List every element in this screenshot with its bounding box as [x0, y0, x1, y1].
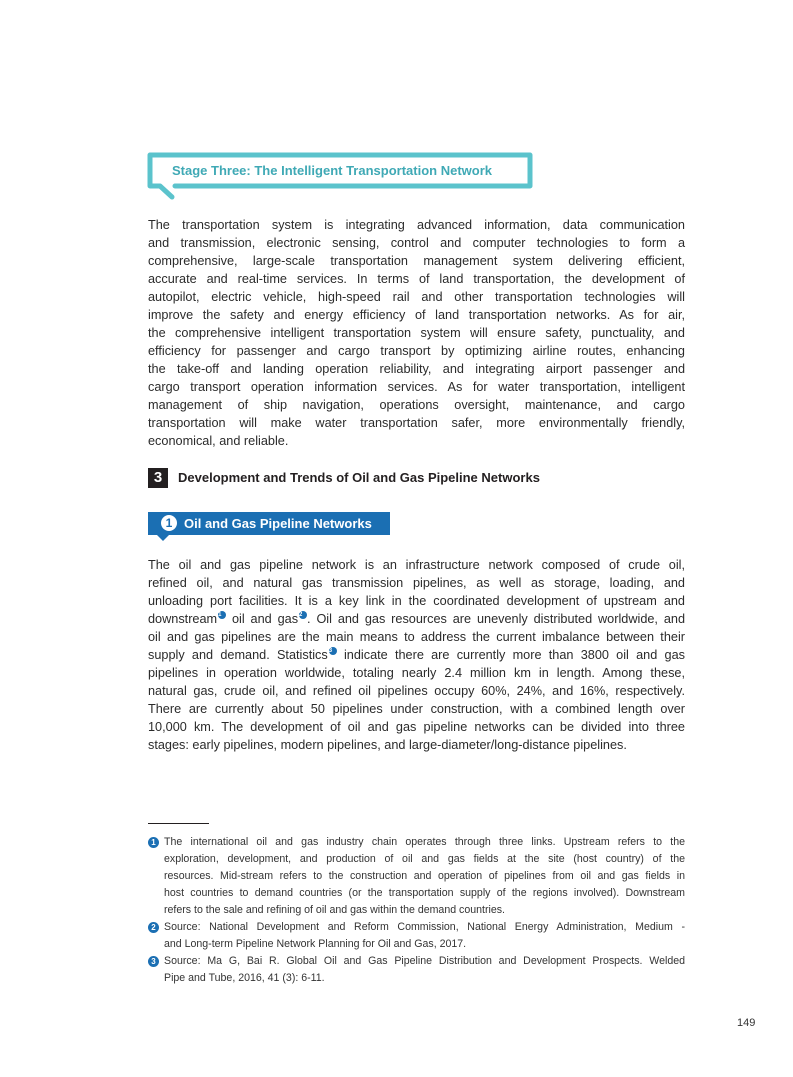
text-line: efficiency for passenger and cargo transport by optimizing airline routes, enhancing	[148, 344, 685, 358]
page-number: 149	[737, 1017, 756, 1029]
footnote-line: resources. Mid-stream refers to the construction and operation of pipelines from oil and gas fields in	[164, 870, 685, 882]
footnote-line: Pipe and Tube, 2016, 41 (3): 6-11.	[164, 972, 325, 984]
text-line: and transmission, electronic sensing, control and computer technologies to form a	[148, 236, 685, 250]
section-title: Development and Trends of Oil and Gas Pipeline Networks	[178, 470, 540, 485]
text-segment: supply and demand. Statistics	[148, 648, 328, 662]
text-segment: downstream	[148, 612, 218, 626]
text-line: pipelines in operation worldwide, totaling nearly 2.4 million km in length. Among these,	[148, 666, 685, 680]
footnote-marker-icon: 3	[148, 956, 159, 967]
footnote-line: Source: Ma G, Bai R. Global Oil and Gas Pipeline Distribution and Development Prospects. Welded	[164, 955, 685, 967]
text-segment: . Oil and gas resources are unevenly distributed worldwide, and	[307, 612, 685, 626]
text-line: The transportation system is integrating advanced information, data communication	[148, 218, 685, 232]
footnote-line: The international oil and gas industry chain operates through three links. Upstream refers to the	[164, 836, 685, 848]
text-line: autopilot, electric vehicle, high-speed rail and other transportation technologies will	[148, 290, 685, 304]
footnote-line: host countries to demand countries (or the transportation supply of the regions involved). Downstream	[164, 887, 685, 899]
footnote-line: exploration, development, and production of oil and gas fields at the site (host country) of the	[164, 853, 685, 865]
footnote-3	[148, 953, 685, 987]
footnote-line: refers to the sale and refining of oil and gas within the demand countries.	[164, 904, 505, 916]
footnote-2	[148, 919, 685, 953]
text-segment: indicate there are currently more than 3800 oil and gas	[336, 648, 685, 662]
footnote-line: and Long-term Pipeline Network Planning for Oil and Gas, 2017.	[164, 938, 467, 950]
subsection-banner-tail	[157, 535, 169, 541]
text-line: There are currently about 50 pipelines under construction, with a combined length over	[148, 702, 685, 716]
text-line: refined oil, and natural gas transmission pipelines, as well as storage, loading, and	[148, 576, 685, 590]
text-line: the take-off and landing operation reliability, and integrating airport passenger and	[148, 362, 685, 376]
footnote-ref-3[interactable]: 3	[329, 647, 337, 655]
footnote-ref-2[interactable]: 2	[299, 611, 307, 619]
footnote-line: Source: National Development and Reform Commission, National Energy Administration, Medium -	[164, 921, 685, 933]
text-segment: oil and gas	[226, 612, 299, 626]
footnote-divider	[148, 823, 209, 824]
text-line: unloading port facilities. It is a key link in the coordinated development of upstream and	[148, 594, 685, 608]
text-line: transportation will make water transportation safer, more environmentally friendly,	[148, 416, 685, 430]
text-line: 10,000 km. The development of oil and gas pipeline networks can be divided into three	[148, 720, 685, 734]
stage-heading: Stage Three: The Intelligent Transportation Network	[172, 163, 492, 178]
section-number: 3	[148, 468, 168, 488]
text-line: The oil and gas pipeline network is an infrastructure network composed of crude oil,	[148, 558, 685, 572]
text-line: economical, and reliable.	[148, 434, 289, 448]
text-line	[148, 646, 685, 664]
text-line: improve the safety and energy efficiency of land transportation networks. As for air,	[148, 308, 685, 322]
text-line: management of ship navigation, operations oversight, maintenance, and cargo	[148, 398, 685, 412]
footnote-marker-icon: 2	[148, 922, 159, 933]
paragraph-pipelines	[148, 556, 685, 754]
text-line: natural gas, crude oil, and refined oil pipelines occupy 60%, 24%, and 16%, respectively.	[148, 684, 685, 698]
footnote-1	[148, 834, 685, 919]
footnote-ref-1[interactable]: 1	[218, 611, 226, 619]
subsection-title: Oil and Gas Pipeline Networks	[184, 516, 372, 531]
footnote-marker-icon: 1	[148, 837, 159, 848]
text-line: stages: early pipelines, modern pipelines, and large-diameter/long-distance pipelines.	[148, 738, 627, 752]
paragraph-transportation	[148, 216, 685, 450]
text-line: comprehensive, large-scale transportation management system delivering efficient,	[148, 254, 685, 268]
text-line: cargo transport operation information services. As for water transportation, intelligent	[148, 380, 685, 394]
text-line	[148, 610, 685, 628]
text-line: oil and gas pipelines are the main means to address the current imbalance between their	[148, 630, 685, 644]
footnotes	[148, 834, 685, 987]
text-line: the comprehensive intelligent transportation system will ensure safety, punctuality, and	[148, 326, 685, 340]
subsection-number-badge: 1	[161, 515, 177, 531]
text-line: accurate and real-time services. In terms of land transportation, the development of	[148, 272, 685, 286]
